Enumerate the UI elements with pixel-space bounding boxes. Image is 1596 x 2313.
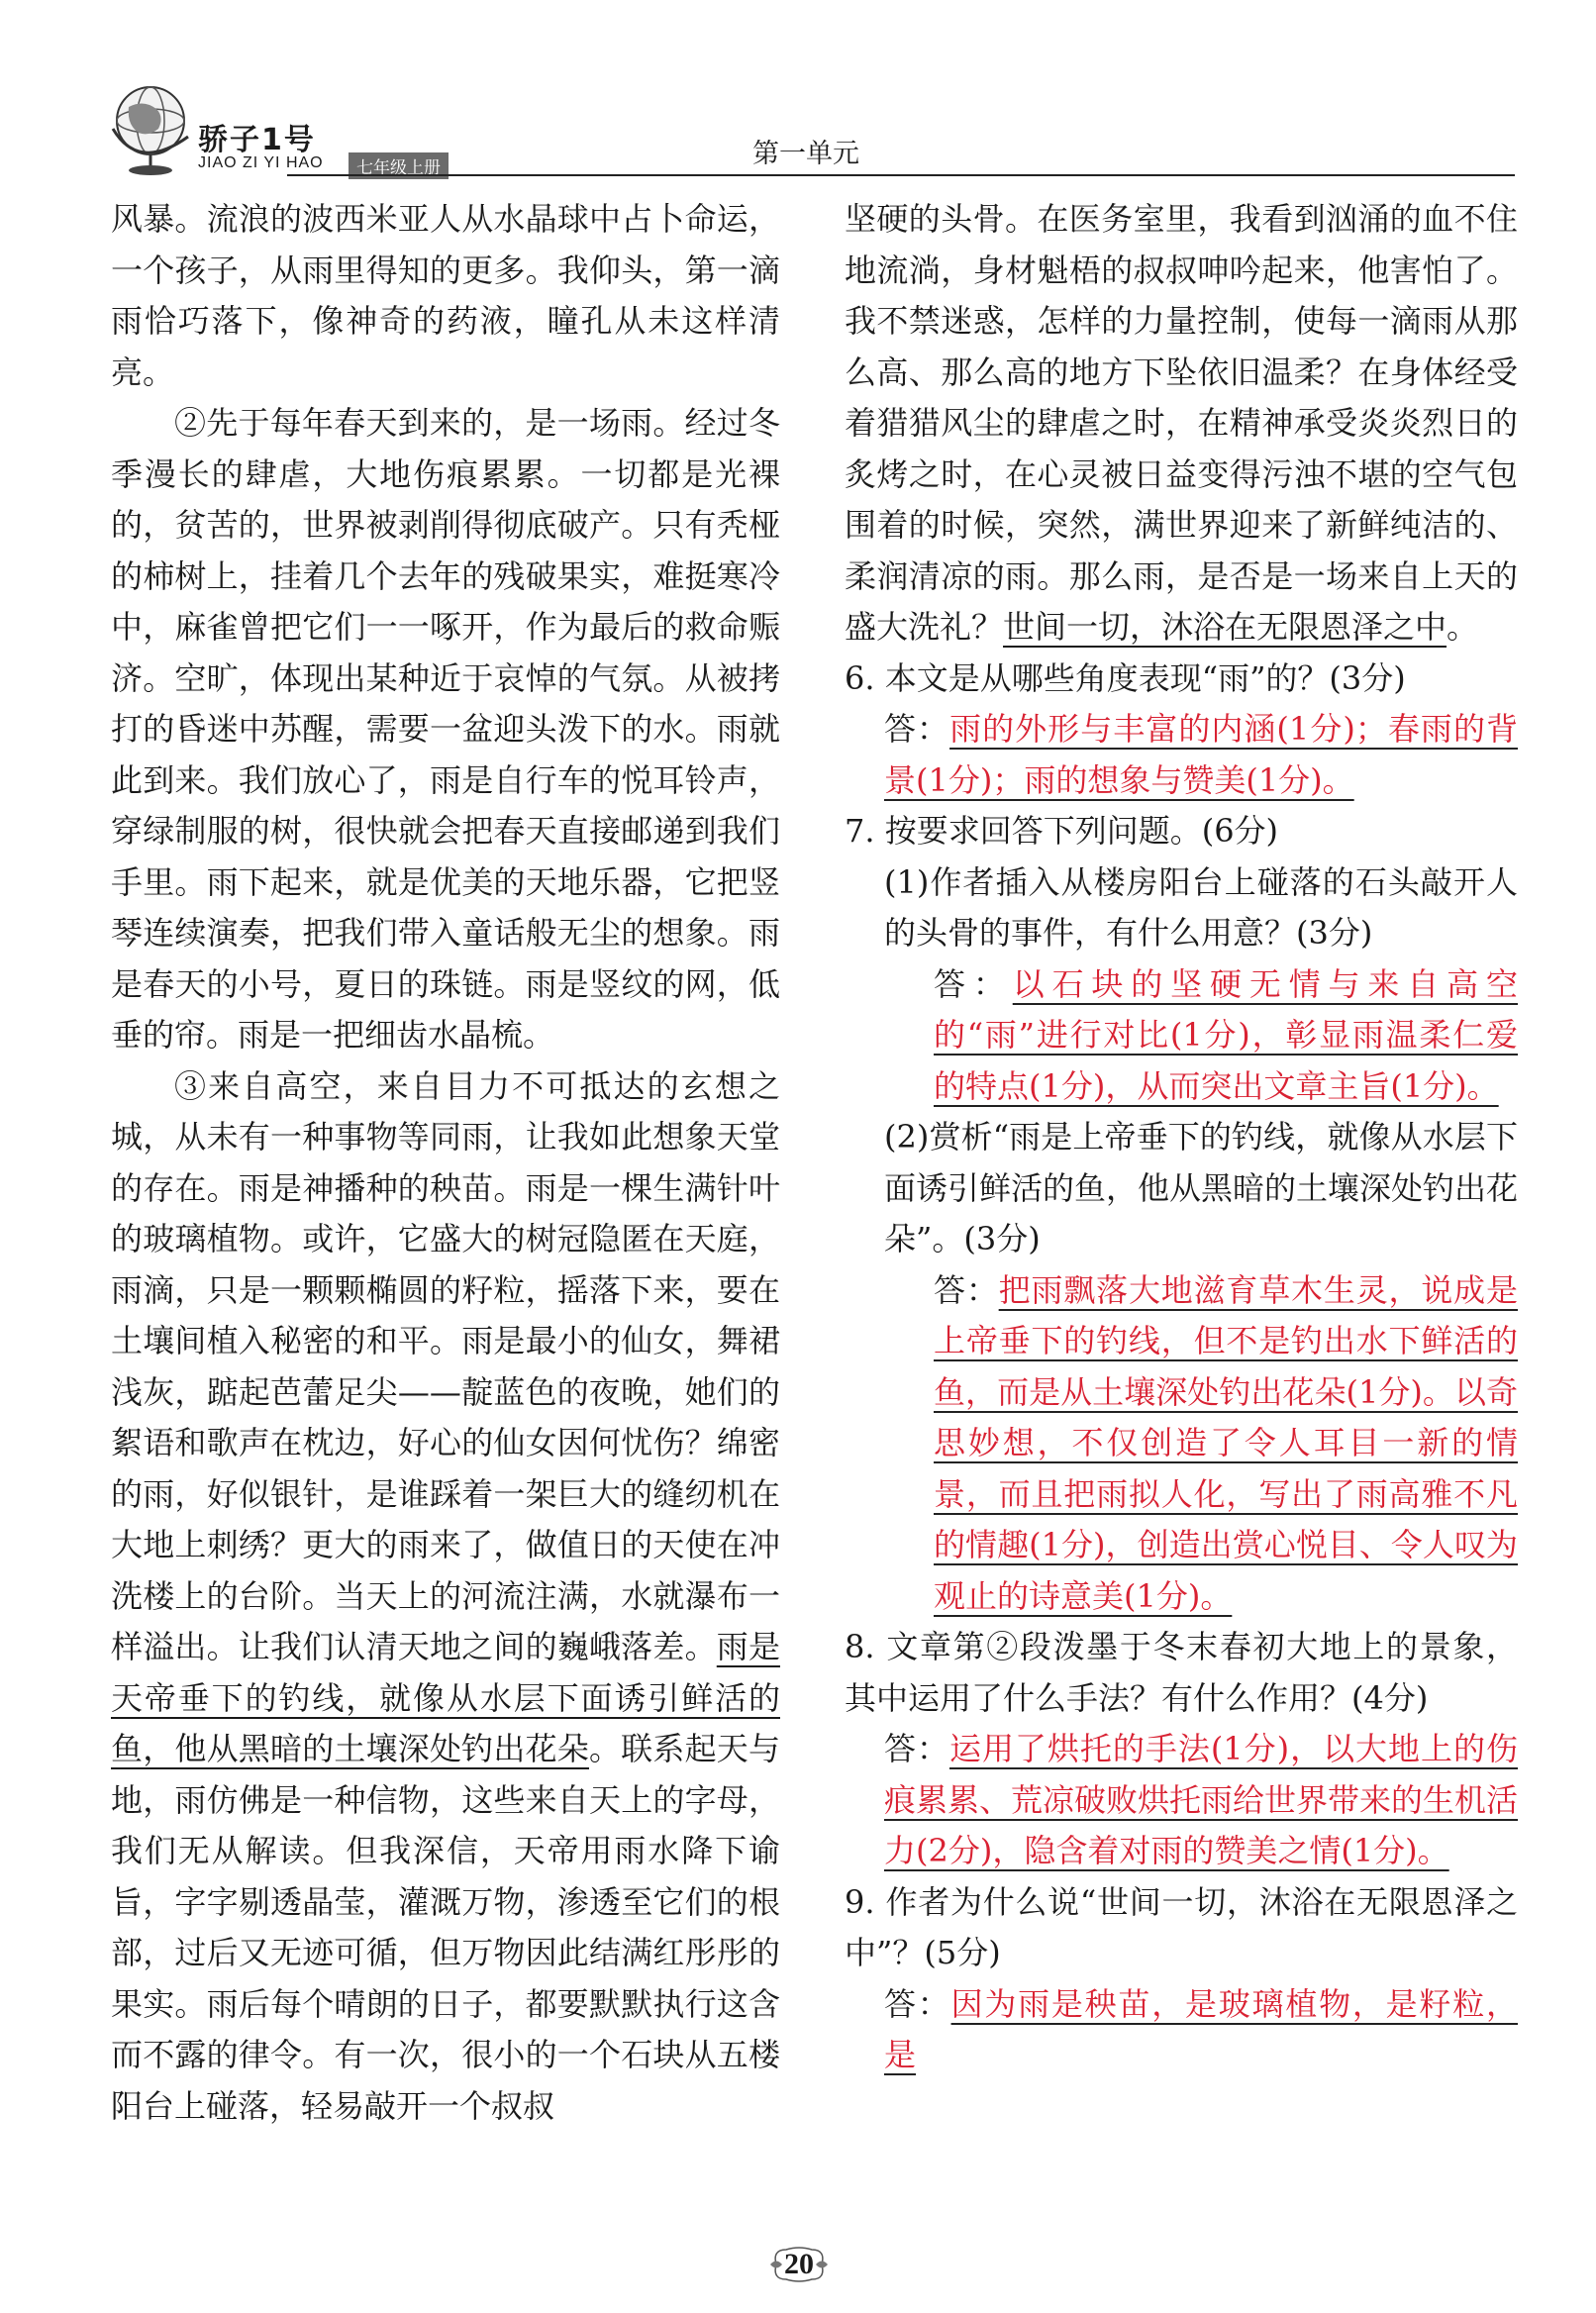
page-number: 20	[784, 2248, 814, 2280]
question-7-1: (1)作者插入从楼房阳台上碰落的石头敲开人的头骨的事件，有什么用意？(3分)	[884, 862, 1518, 952]
underlined-sentence: 世间一切，沐浴在无限恩泽之中	[1003, 608, 1447, 646]
underlined-sentence: 雨是天帝垂下的钓线，就像从水层下面诱引鲜活的鱼，他从黑暗的土壤深处钓出花朵	[111, 1628, 780, 1767]
brand-pinyin: JIAO ZI YI HAO	[198, 154, 324, 171]
question-8: 8. 文章第②段泼墨于冬末春初大地上的景象，其中运用了什么手法？有什么作用？(4分)	[845, 1628, 1518, 1717]
question-9: 9. 作者为什么说“世间一切，沐浴在无限恩泽之中”？(5分)	[845, 1882, 1518, 1971]
answer-label: 答：	[884, 1730, 949, 1767]
answer-6	[845, 704, 1518, 806]
answer-label: 答：	[884, 1984, 951, 2023]
right-column	[845, 194, 1518, 2081]
answer-text: 因为雨是秧苗，是玻璃植物，是籽粒，是	[884, 1984, 1518, 2073]
grade-tag: 七年级上册	[349, 152, 449, 179]
answer-text: 以石块的坚硬无情与来自高空的“雨”进行对比(1分)，彰显雨温柔仁爱的特点(1分)，从而突出文章主旨(1分)。	[934, 964, 1518, 1105]
passage-text: ③来自高空，来自目力不可抵达的玄想之城，从未有一种事物等同雨，让我如此想象天堂的存在。雨是神播种的秧苗。雨是一棵生满针叶的玻璃植物。或许，它盛大的树冠隐匿在天庭，雨滴，只是一颗颗椭圆的籽粒，摇落下来，要在土壤间植入秘密的和平。雨是最小的仙女，舞裙浅灰，踮起芭蕾足尖——靛蓝色的夜晚，她们的絮语和歌声在枕边，好心的仙女因何忧伤？绵密的雨，好似银针，是谁踩着一架巨大的缝纫机在大地上刺绣？更大的雨来了，做值日的天使在冲洗楼上的台阶。当天上的河流注满，水就瀑布一样溢出。让我们认清天地之间的巍峨落差。	[111, 1066, 780, 1665]
globe-logo-icon	[99, 77, 208, 176]
answer-text: 把雨飘落大地滋育草木生灵，说成是上帝垂下的钓线，但不是钓出水下鲜活的鱼，而是从土壤深处钓出花朵(1分)。以奇思妙想，不仅创造了令人耳目一新的情景，而且把雨拟人化，写出了雨高雅不凡的情趣(1分)，创造出赏心悦目、令人叹为观止的诗意美(1分)。	[934, 1270, 1518, 1615]
answer-text: 雨的外形与丰富的内涵(1分)；春雨的背景(1分)；雨的想象与赞美(1分)。	[884, 710, 1518, 799]
unit-title: 第一单元	[752, 139, 859, 169]
brand-name: 骄子1号	[198, 123, 316, 157]
answer-9	[845, 1979, 1518, 2081]
question-7-2: (2)赏析“雨是上帝垂下的钓线，就像从水层下面诱引鲜活的鱼，他从黑暗的土壤深处钓出花朵”。(3分)	[884, 1118, 1519, 1257]
answer-7-1	[845, 959, 1518, 1113]
question-7: 7. 按要求回答下列问题。(6分)	[845, 812, 1279, 850]
header-divider	[287, 174, 1515, 176]
answer-7-2	[845, 1265, 1518, 1623]
question-6: 6. 本文是从哪些角度表现“雨”的？(3分)	[845, 658, 1406, 697]
passage-text: 。联系起天与地，雨仿佛是一种信物，这些来自天上的字母，我们无从解读。但我深信，天帝用雨水降下谕旨，字字剔透晶莹，灌溉万物，渗透至它们的根部，过后又无迹可循，但万物因此结满红彤彤的果实。雨后每个晴朗的日子，都要默默执行这含而不露的律令。有一次，很小的一个石块从五楼阳台上碰落，轻易敲开一个叔叔	[111, 1730, 780, 2125]
passage-paragraph-2: ②先于每年春天到来的，是一场雨。经过冬季漫长的肆虐，大地伤痕累累。一切都是光裸的，贫苦的，世界被剥削得彻底破产。只有秃桠的柿树上，挂着几个去年的残破果实，难挺寒冷中，麻雀曾把它们一一啄开，作为最后的救命赈济。空旷，体现出某种近于哀悼的气氛。从被拷打的昏迷中苏醒，需要一盆迎头泼下的水。雨就此到来。我们放心了，雨是自行车的悦耳铃声，穿绿制服的树，很快就会把春天直接邮递到我们手里。雨下起来，就是优美的天地乐器，它把竖琴连续演奏，把我们带入童话般无尘的想象。雨是春天的小号，夏日的珠链。雨是竖纹的网，低垂的帘。雨是一把细齿水晶梳。	[111, 404, 780, 1054]
passage-text: 。	[1446, 608, 1479, 646]
passage-paragraph-1: 风暴。流浪的波西米亚人从水晶球中占卜命运，一个孩子，从雨里得知的更多。我仰头，第一滴雨恰巧落下，像神奇的药液，瞳孔从未这样清亮。	[111, 200, 780, 391]
page-header	[99, 77, 1515, 176]
answer-label: 答：	[934, 964, 1013, 1003]
passage-continuation	[845, 194, 1518, 654]
answer-label: 答：	[934, 1270, 999, 1309]
answer-8	[845, 1724, 1518, 1877]
left-column	[111, 194, 780, 2132]
answer-text: 运用了烘托的手法(1分)，以大地上的伤痕累累、荒凉破败烘托雨给世界带来的生机活力(2分)，隐含着对雨的赞美之情(1分)。	[884, 1730, 1519, 1869]
passage-text: 坚硬的头骨。在医务室里，我看到汹涌的血不住地流淌，身材魁梧的叔叔呻吟起来，他害怕了。我不禁迷惑，怎样的力量控制，使每一滴雨从那么高、那么高的地方下坠依旧温柔？在身体经受着猎猎风尘的肆虐之时，在精神承受炎炎烈日的炙烤之时，在心灵被日益变得污浊不堪的空气包围着的时候，突然，满世界迎来了新鲜纯洁的、柔润清凉的雨。那么雨，是否是一场来自上天的盛大洗礼？	[845, 200, 1518, 646]
answer-label: 答：	[884, 710, 950, 748]
passage-paragraph-3	[111, 1061, 780, 2133]
